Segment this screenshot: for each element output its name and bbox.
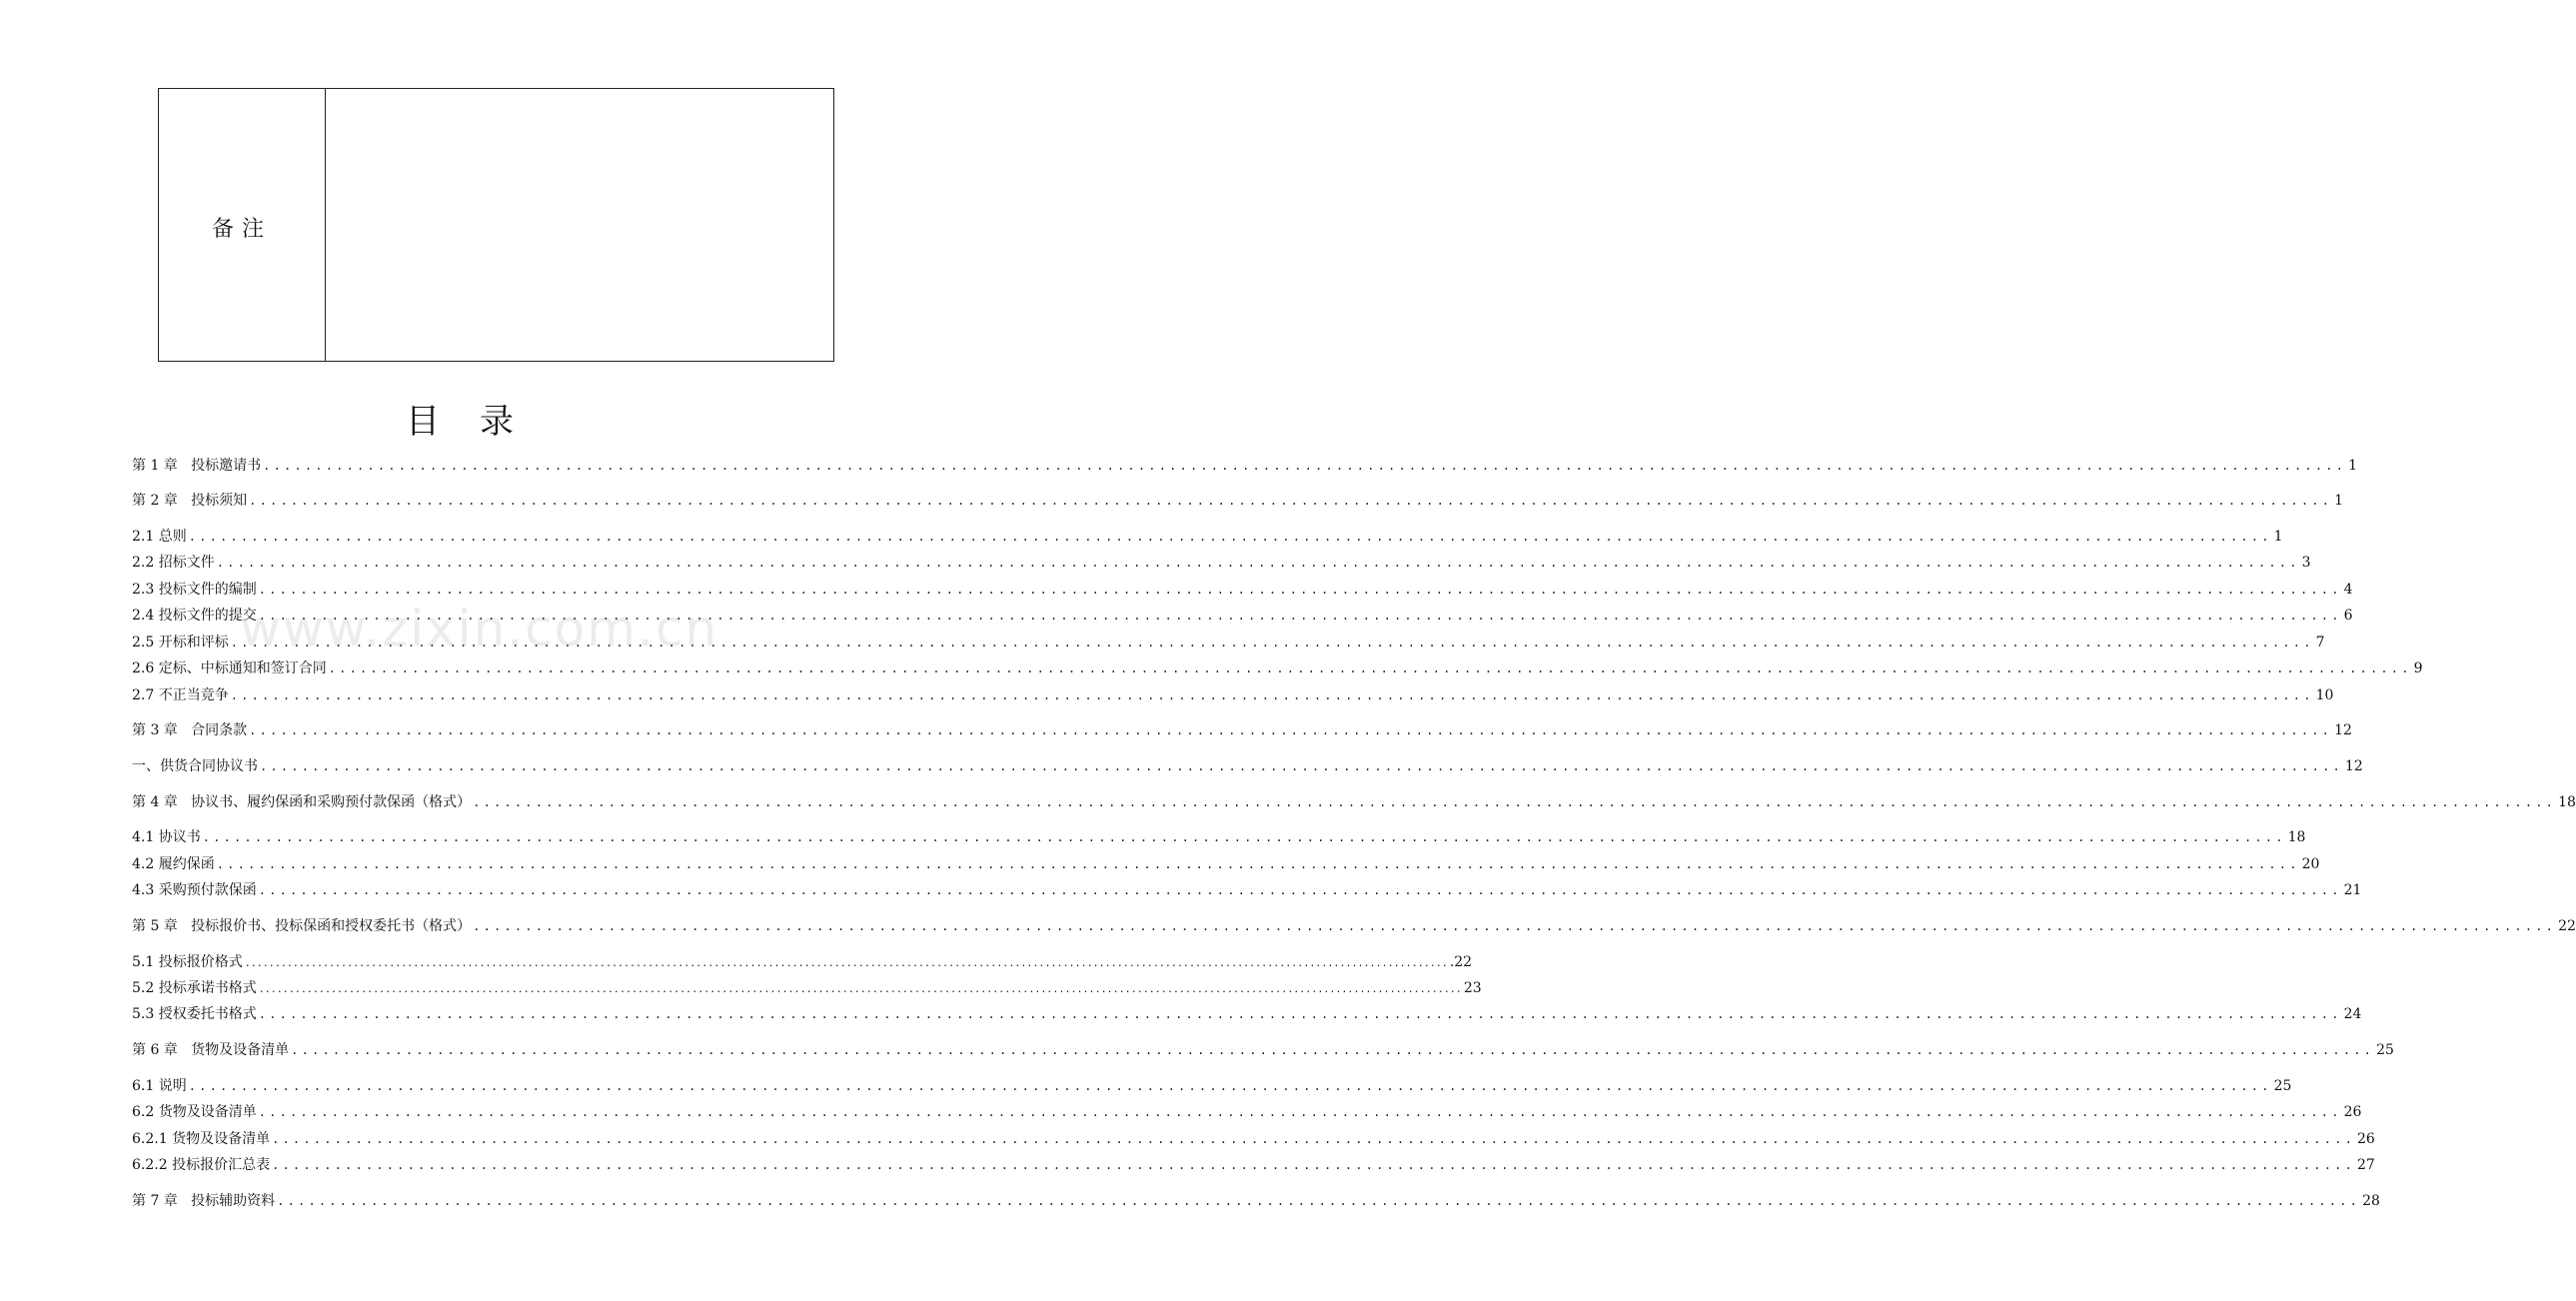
toc-leader-dots: ........................................................................................................................................................................................................ bbox=[216, 857, 2300, 871]
toc-entry[interactable] bbox=[132, 720, 2352, 740]
toc-entry-title: 一、供货合同协议书 bbox=[132, 758, 258, 774]
toc-leader-dots: ........................................................................................................................................................................................................ bbox=[202, 830, 2286, 844]
toc-entry-number: 6.2.1 bbox=[132, 1131, 173, 1147]
toc-leader-dots: ........................................................................................................................................................................................................ bbox=[188, 530, 2272, 544]
toc-entry-title: 合同条款 bbox=[191, 722, 248, 738]
toc-entry-title: 投标文件的编制 bbox=[158, 582, 257, 598]
toc-entry-page: 26 bbox=[2357, 1131, 2375, 1147]
toc-entry[interactable] bbox=[132, 854, 2320, 874]
remark-content-cell bbox=[326, 89, 833, 361]
toc-entry-number: 4.1 bbox=[132, 829, 159, 845]
toc-entry[interactable] bbox=[132, 456, 2358, 476]
toc-entry-title: 总则 bbox=[158, 529, 187, 545]
toc-entry[interactable] bbox=[132, 1004, 2362, 1024]
toc-entry[interactable] bbox=[132, 1129, 2375, 1149]
remark-label-cell bbox=[159, 89, 326, 361]
toc-entry[interactable] bbox=[132, 952, 1473, 972]
toc-entry-page: 21 bbox=[2343, 882, 2362, 898]
toc-entry-number: 5.1 bbox=[132, 954, 159, 970]
toc-entry-number: 6.1 bbox=[132, 1078, 159, 1094]
toc-entry-number: 第 7 章 bbox=[132, 1193, 192, 1209]
toc-entry[interactable] bbox=[132, 827, 2306, 847]
toc-entry[interactable] bbox=[132, 606, 2353, 626]
toc-leader-dots: ........................................................................................................................................................................................................ bbox=[188, 1079, 2272, 1093]
toc-entry[interactable] bbox=[132, 1191, 2380, 1211]
toc-entry-page: 9 bbox=[2413, 660, 2423, 676]
toc-entry-title: 授权委托书格式 bbox=[158, 1006, 257, 1022]
toc-leader-dots: ........................................................................................................................................................................................................ bbox=[277, 1194, 2361, 1208]
toc-entry[interactable] bbox=[132, 756, 2363, 776]
toc-entry-title: 履约保函 bbox=[158, 856, 215, 872]
toc-entry-number: 2.7 bbox=[132, 687, 159, 703]
toc-entry[interactable] bbox=[132, 527, 2283, 547]
toc-entry-page: 12 bbox=[2334, 722, 2352, 738]
toc-entry-title: 不正当竞争 bbox=[158, 687, 229, 703]
toc-entry-title: 定标、中标通知和签订合同 bbox=[158, 660, 327, 676]
toc-entry-title: 采购预付款保函 bbox=[158, 882, 257, 898]
toc-leader-dots: ........................................................................................................................................................................................................ bbox=[258, 1007, 2342, 1021]
toc-entry-title: 投标邀请书 bbox=[191, 458, 262, 474]
toc-entry-title: 货物及设备清单 bbox=[172, 1131, 271, 1147]
toc-entry-page: 1 bbox=[2348, 458, 2358, 474]
toc-leader-dots: ........................................................................................................................................................................................................ bbox=[272, 1132, 2355, 1146]
toc-entry-page: 1 bbox=[2273, 529, 2283, 545]
toc-leader-dots: ........................................................................................................................................................................................................ bbox=[249, 723, 2333, 737]
watermark: www.zixin.com.cn bbox=[240, 600, 719, 657]
toc-entry-number: 2.5 bbox=[132, 635, 159, 650]
toc-leader-dots: ........................................................................................................................................................................................................ bbox=[258, 1105, 2342, 1119]
toc-entry-number: 2.3 bbox=[132, 582, 159, 598]
toc-leader-dots: ........................................................................................................................................................................................................ bbox=[263, 459, 2347, 473]
toc-entry[interactable] bbox=[132, 880, 2362, 900]
toc-entry-number: 第 5 章 bbox=[132, 918, 192, 934]
toc-entry-page: 20 bbox=[2301, 856, 2320, 872]
toc-leader-dots: ........................................................................................................................................................................................................ bbox=[272, 1158, 2355, 1172]
toc-entry-number: 6.2 bbox=[132, 1104, 159, 1120]
toc-leader-dots: ........................................................................................................................................................................................................ bbox=[230, 636, 2314, 650]
toc-entry[interactable] bbox=[132, 1102, 2362, 1122]
toc-leader-dots: ........................................................................................................................................................................................................ bbox=[258, 883, 2342, 897]
toc-entry-page: 4 bbox=[2343, 582, 2353, 598]
toc-entry[interactable] bbox=[132, 978, 1482, 998]
toc-entry[interactable] bbox=[132, 553, 2311, 573]
toc-entry-number: 6.2.2 bbox=[132, 1157, 173, 1173]
toc-entry-title: 货物及设备清单 bbox=[158, 1104, 257, 1120]
toc-entry[interactable] bbox=[132, 792, 2576, 812]
toc-entry-page: 1 bbox=[2334, 493, 2344, 509]
toc-entry-page: 3 bbox=[2301, 555, 2311, 571]
toc-entry-number: 第 2 章 bbox=[132, 493, 192, 509]
toc-entry-number: 第 3 章 bbox=[132, 722, 192, 738]
toc-entry-page: 27 bbox=[2357, 1157, 2375, 1173]
toc-entry-number: 第 6 章 bbox=[132, 1042, 192, 1058]
toc-entry-number: 4.2 bbox=[132, 856, 159, 872]
toc-entry-page: 28 bbox=[2362, 1193, 2380, 1209]
toc-leader-dots: ........................................................................................................................................................................................................ bbox=[258, 984, 1462, 995]
toc-entry-page: 23 bbox=[1463, 980, 1482, 996]
toc-leader-dots: ........................................................................................................................................................................................................ bbox=[328, 661, 2412, 675]
toc-entry-number: 2.4 bbox=[132, 608, 159, 624]
toc-entry-page: 18 bbox=[2558, 794, 2576, 810]
toc-entry-title: 投标文件的提交 bbox=[158, 608, 257, 624]
toc-entry-title: 招标文件 bbox=[158, 555, 215, 571]
toc-leader-dots: ........................................................................................................................................................................................................ bbox=[249, 494, 2333, 508]
toc-entry[interactable] bbox=[132, 658, 2423, 678]
toc-entry-page: 18 bbox=[2287, 829, 2306, 845]
toc-entry[interactable] bbox=[132, 633, 2325, 652]
toc-entry-page: 10 bbox=[2315, 687, 2334, 703]
toc-leader-dots: ........................................................................................................................................................................................................ bbox=[291, 1043, 2375, 1057]
toc-entry-title: 投标报价书、投标保函和授权委托书（格式） bbox=[191, 918, 472, 934]
toc-entry-title: 投标承诺书格式 bbox=[158, 980, 257, 996]
toc-entry-title: 投标报价汇总表 bbox=[172, 1157, 271, 1173]
toc-entry-number: 4.3 bbox=[132, 882, 159, 898]
toc-entry-page: 12 bbox=[2344, 758, 2363, 774]
toc-entry-number: 2.1 bbox=[132, 529, 159, 545]
toc-entry-number: 第 4 章 bbox=[132, 794, 192, 810]
toc-entry[interactable] bbox=[132, 685, 2334, 705]
toc-entry-page: 24 bbox=[2343, 1006, 2362, 1022]
remark-table bbox=[158, 88, 834, 362]
toc-entry-page: 26 bbox=[2343, 1104, 2362, 1120]
toc-leader-dots: ........................................................................................................................................................................................................ bbox=[260, 759, 2343, 773]
toc-entry-title: 货物及设备清单 bbox=[191, 1042, 290, 1058]
toc-leader-dots: ........................................................................................................................................................................................................ bbox=[244, 958, 1448, 969]
toc-entry-number: 第 1 章 bbox=[132, 458, 192, 474]
toc-entry-page: 7 bbox=[2315, 635, 2325, 650]
toc-leader-dots: ........................................................................................................................................................................................................ bbox=[258, 583, 2342, 597]
toc-entry[interactable] bbox=[132, 916, 2576, 936]
toc-title: 目录 bbox=[406, 402, 554, 442]
toc-entry[interactable] bbox=[132, 1040, 2394, 1060]
toc-entry-title: 投标辅助资料 bbox=[191, 1193, 276, 1209]
toc-entry-title: 投标报价格式 bbox=[158, 954, 243, 970]
toc-entry[interactable] bbox=[132, 1076, 2292, 1096]
toc-entry-page: 22 bbox=[2558, 918, 2576, 934]
toc-entry[interactable] bbox=[132, 1155, 2375, 1175]
toc-entry-number: 2.6 bbox=[132, 660, 159, 676]
toc-entry-page: .22 bbox=[1449, 954, 1473, 970]
toc-leader-dots: ........................................................................................................................................................................................................ bbox=[216, 556, 2300, 570]
toc-entry-number: 2.2 bbox=[132, 555, 159, 571]
toc-entry-title: 开标和评标 bbox=[158, 635, 229, 650]
toc-leader-dots: ........................................................................................................................................................................................................ bbox=[473, 795, 2557, 809]
toc-entry-page: 6 bbox=[2343, 608, 2353, 624]
toc-entry-page: 25 bbox=[2376, 1042, 2394, 1058]
toc-entry-page: 25 bbox=[2273, 1078, 2292, 1094]
toc-entry-title: 投标须知 bbox=[191, 493, 248, 509]
toc-entry[interactable] bbox=[132, 491, 2344, 511]
toc-entry[interactable] bbox=[132, 580, 2353, 600]
remark-label: 备注 bbox=[211, 216, 272, 242]
toc-entry-title: 说明 bbox=[158, 1078, 187, 1094]
toc-leader-dots: ........................................................................................................................................................................................................ bbox=[473, 919, 2557, 933]
toc-entry-number: 5.2 bbox=[132, 980, 159, 996]
toc-entry-title: 协议书 bbox=[158, 829, 201, 845]
toc-entry-title: 协议书、履约保函和采购预付款保函（格式） bbox=[191, 794, 472, 810]
toc-entry-number: 5.3 bbox=[132, 1006, 159, 1022]
toc-leader-dots: ........................................................................................................................................................................................................ bbox=[258, 609, 2342, 623]
toc-leader-dots: ........................................................................................................................................................................................................ bbox=[230, 688, 2314, 702]
